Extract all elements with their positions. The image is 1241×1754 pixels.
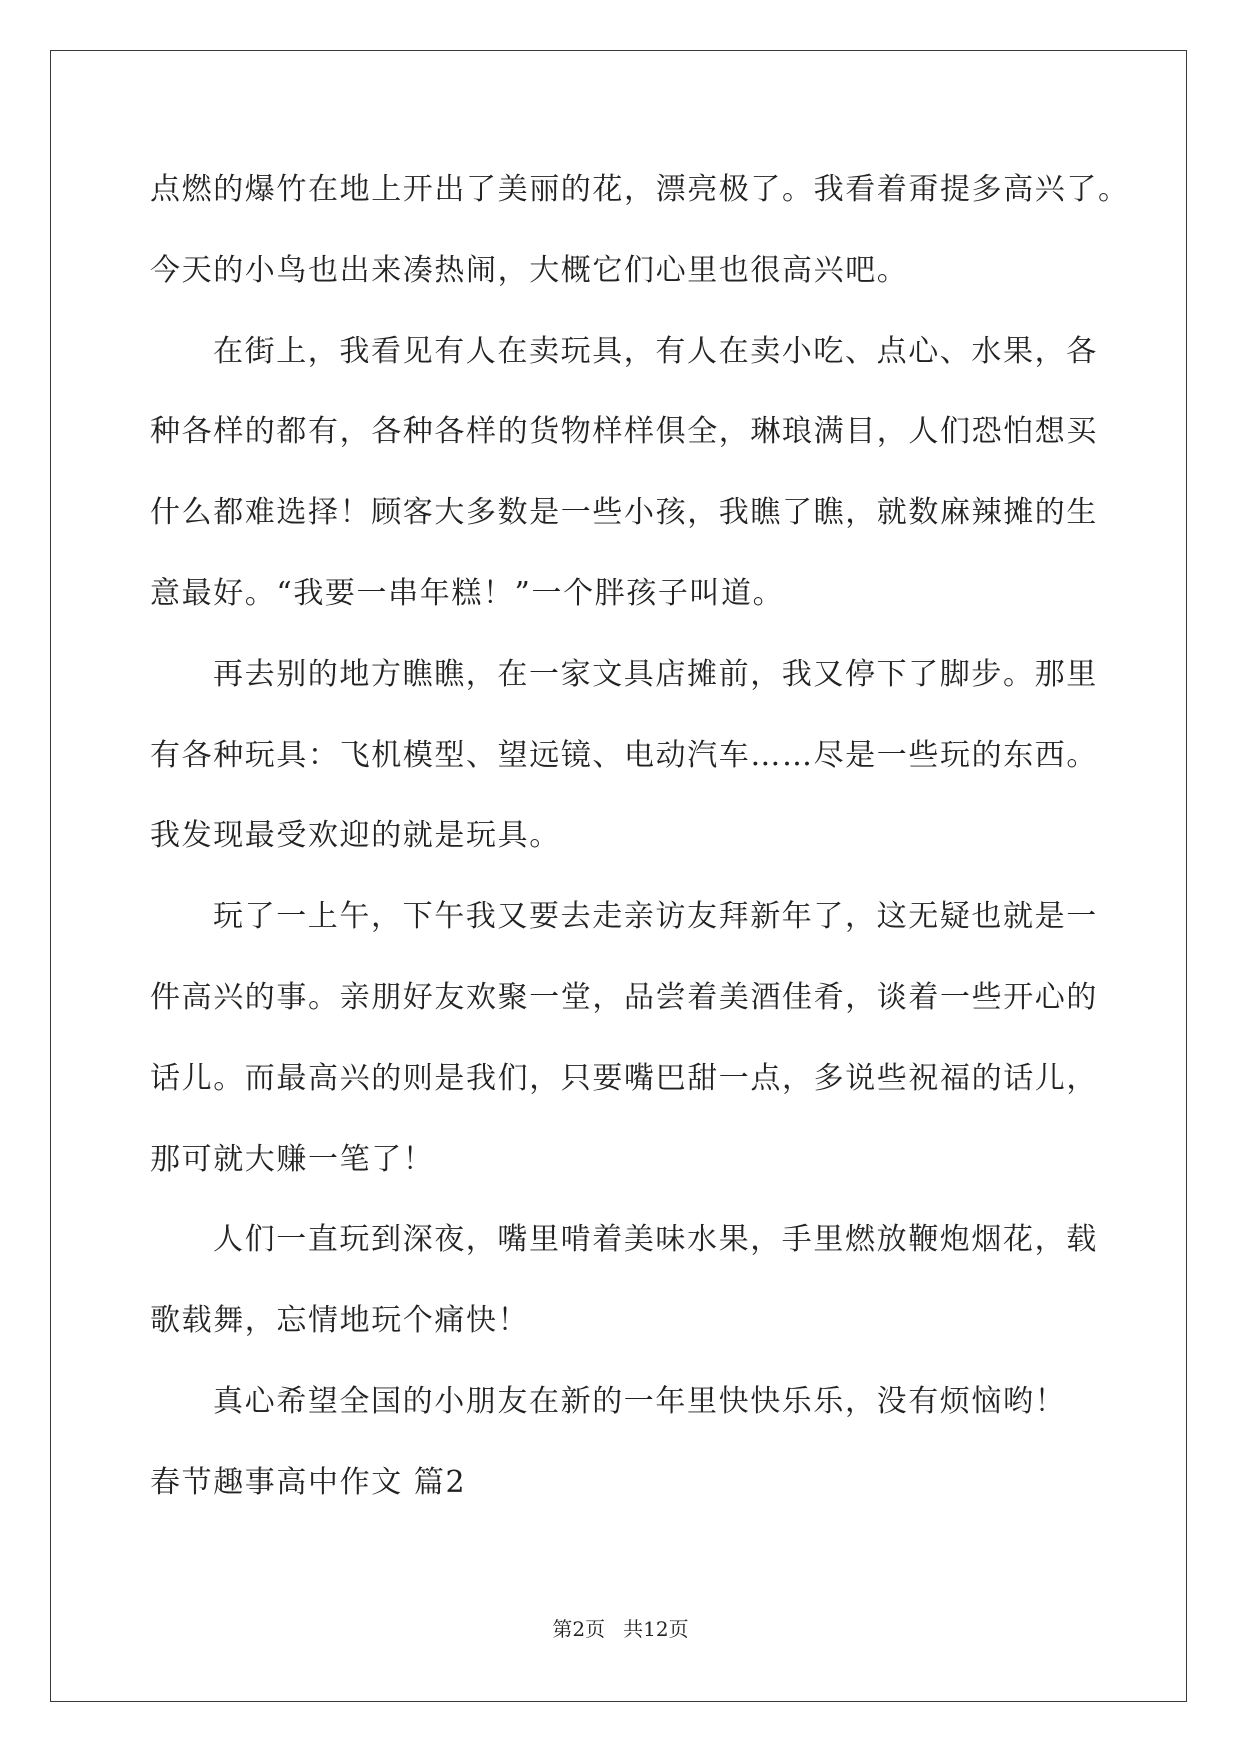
document-body <box>150 150 1160 1524</box>
paragraph <box>150 1200 1160 1362</box>
paragraph-first-line: 再去别的地方瞧瞧，在一家文具店摊前，我又停下了脚步。那里 <box>213 656 1098 692</box>
paragraph <box>150 1362 1160 1443</box>
paragraph-line: 话儿。而最高兴的则是我们，只要嘴巴甜一点，多说些祝福的话儿， <box>150 1060 1098 1096</box>
paragraph <box>150 877 1160 1200</box>
paragraph-line: 什么都难选择！顾客大多数是一些小孩，我瞧了瞧，就数麻辣摊的生 <box>150 495 1098 531</box>
section-heading: 春节趣事高中作文 篇2 <box>150 1464 467 1500</box>
paragraph-line: 歌载舞，忘情地玩个痛快！ <box>150 1303 530 1339</box>
page-number-current: 第2页 <box>552 1617 606 1641</box>
paragraph-first-line: 在街上，我看见有人在卖玩具，有人在卖小吃、点心、水果，各 <box>213 333 1098 369</box>
paragraph-line: 点燃的爆竹在地上开出了美丽的花，漂亮极了。我看着甭提多高兴了。 <box>150 172 1130 207</box>
paragraph <box>150 150 1160 312</box>
paragraph-line: 有各种玩具：飞机模型、望远镜、电动汽车……尽是一些玩的东西。 <box>150 737 1098 773</box>
paragraph <box>150 635 1160 877</box>
paragraph-line: 种各样的都有，各种各样的货物样样俱全，琳琅满目，人们恐怕想买 <box>150 414 1098 450</box>
paragraph-line: 今天的小鸟也出来凑热闹，大概它们心里也很高兴吧。 <box>150 252 909 288</box>
paragraph <box>150 312 1160 635</box>
paragraph-line: 件高兴的事。亲朋好友欢聚一堂，品尝着美酒佳肴，谈着一些开心的 <box>150 979 1098 1015</box>
paragraph-first-line: 人们一直玩到深夜，嘴里啃着美味水果，手里燃放鞭炮烟花，载 <box>213 1222 1098 1258</box>
paragraph-line: 我发现最受欢迎的就是玩具。 <box>150 818 561 854</box>
paragraph-line: 意最好。“我要一串年糕！”一个胖孩子叫道。 <box>150 575 785 611</box>
paragraph-line: 那可就大赚一笔了！ <box>150 1141 435 1177</box>
page-footer <box>0 1614 1241 1644</box>
paragraph-first-line: 玩了一上午，下午我又要去走亲访友拜新年了，这无疑也就是一 <box>213 899 1098 935</box>
paragraph-first-line: 真心希望全国的小朋友在新的一年里快快乐乐，没有烦恼哟！ <box>213 1383 1067 1419</box>
page-number-total: 共12页 <box>623 1617 689 1641</box>
